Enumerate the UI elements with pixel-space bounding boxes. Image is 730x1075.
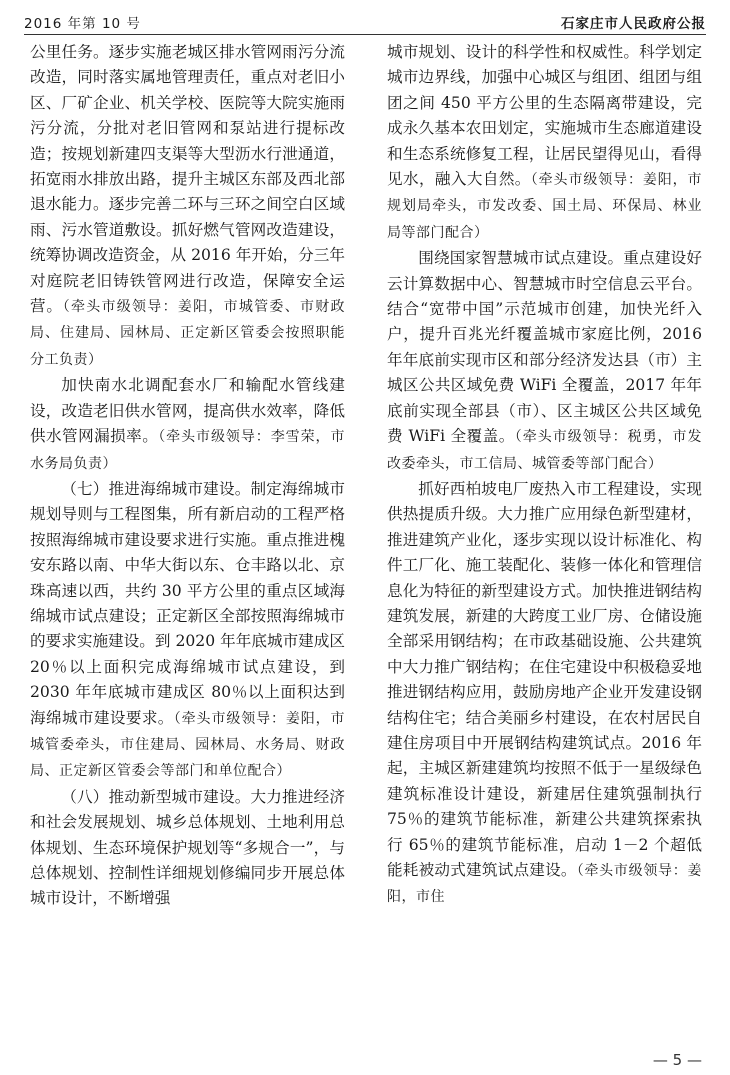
responsibility-note: （牵头市级领导：姜阳，市城管委、市财政局、住建局、园林局、正定新区管委会按照职能分工负责） [30,299,345,368]
issue-label: 2016 年第 10 号 [24,16,141,32]
paragraph-text: （八）推动新型城市建设。大力推进经济和社会发展规划、城乡总体规划、土地利用总体规划、生态环境保护规划等“多规合一”，与总体规划、控制性详细规划修编同步开展总体城市设计，不断增强 [30,787,345,908]
page-number: — 5 — [652,1051,702,1069]
paragraph-text: 加快南水北调配套水厂和输配水管线建设，改造老旧供水管网，提高供水效率，降低供水管网漏损率。 [30,376,345,446]
left-column [30,40,345,1035]
section-paragraph [30,785,345,912]
paragraph-text: 城市规划、设计的科学性和权威性。科学划定城市边界线，加强中心城区与组团、组团与组团之间 450 平方公里的生态隔离带建设，完成永久基本农田划定，实施城市生态廊道建设和生态系统修复工程，让居民望得见山，看得见水，融入大自然。 [387,43,702,189]
paragraph-text: 抓好西柏坡电厂废热入市工程建设，实现供热提质升级。大力推广应用绿色新型建材，推进建筑产业化，逐步实现以设计标准化、构件工厂化、施工装配化、装修一体化和管理信息化为特征的新型建设方式。加快推进钢结构建筑发展，新建的大跨度工业厂房、仓储设施全部采用钢结构；在市政基础设施、公共建筑中大力推广钢结构；在住宅建设中积极稳妥地推进钢结构应用，鼓励房地产企业开发建设钢结构住宅；结合美丽乡村建设，在农村居民自建住房项目中开展钢结构建筑试点。2016 年起，主城区新建建筑均按照不低于一星级绿色建筑标准设计建设，新建居住建筑强制执行 75％的建筑节能标准，新建公共建筑探索执行 65％的建筑节能标准，启动 1－2 个超低能耗被动式建筑试点建设。 [387,479,702,879]
responsibility-note: （牵头市级领导：税勇，市发改委牵头，市工信局、城管委等部门配合） [387,429,702,472]
paragraph-text: （七）推进海绵城市建设。制定海绵城市规划导则与工程图集，所有新启动的工程严格按照海绵城市建设要求进行实施。重点推进槐安东路以南、中华大街以东、仓丰路以北、京珠高速以西，共约 30 平方公里的重点区域海绵城市试点建设；正定新区全部按照海绵城市的要求实施建设。到 2020 年年底城市建成区 20％以上面积完成海绵城市试点建设，到 2030 年年底城市建成区 80％以上面积达到海绵城市建设要求。 [30,479,345,727]
paragraph [387,40,702,246]
responsibility-note: （牵头市级领导：姜阳，市规划局牵头，市发改委、国土局、环保局、林业局等部门配合） [387,172,702,241]
publication-title: 石家庄市人民政府公报 [561,16,706,32]
paragraph-text: 公里任务。逐步实施老城区排水管网雨污分流改造，同时落实属地管理责任，重点对老旧小区、厂矿企业、机关学校、医院等大院实施雨污分流，分批对老旧管网和泵站进行提标改造；按规划新建四支渠等大型沥水行泄通道，拓宽雨水排放出路，提升主城区东部及西北部退水能力。逐步完善二环与三环之间空白区域雨、污水管道敷设。抓好燃气管网改造建设，统筹协调改造资金，从 2016 年开始，分三年对庭院老旧铸铁管网进行改造，保障安全运营。 [30,43,345,316]
paragraph [387,246,702,477]
paragraph [387,477,702,911]
section-paragraph [30,477,345,785]
responsibility-note: （牵头市级领导：姜阳，市城管委牵头，市住建局、园林局、水务局、财政局、正定新区管委会等部门和单位配合） [30,710,345,780]
responsibility-note: （牵头市级领导：李雪荣，市水务局负责） [30,429,345,472]
paragraph [30,40,345,373]
right-column [387,40,702,1035]
responsibility-note: （牵头市级领导：姜阳，市住 [387,863,702,906]
paragraph [30,373,345,477]
paragraph-text: 围绕国家智慧城市试点建设。重点建设好云计算数据中心、智慧城市时空信息云平台。结合“宽带中国”示范城市创建，加快光纤入户，提升百兆光纤覆盖城市家庭比例，2016 年年底前实现市区和部分经济发达县（市）主城区公共区域免费 WiFi 全覆盖，2017 年年底前实现全部县（市）、区主城区公共区域免费 WiFi 全覆盖。 [387,249,702,446]
page-header [24,8,706,35]
